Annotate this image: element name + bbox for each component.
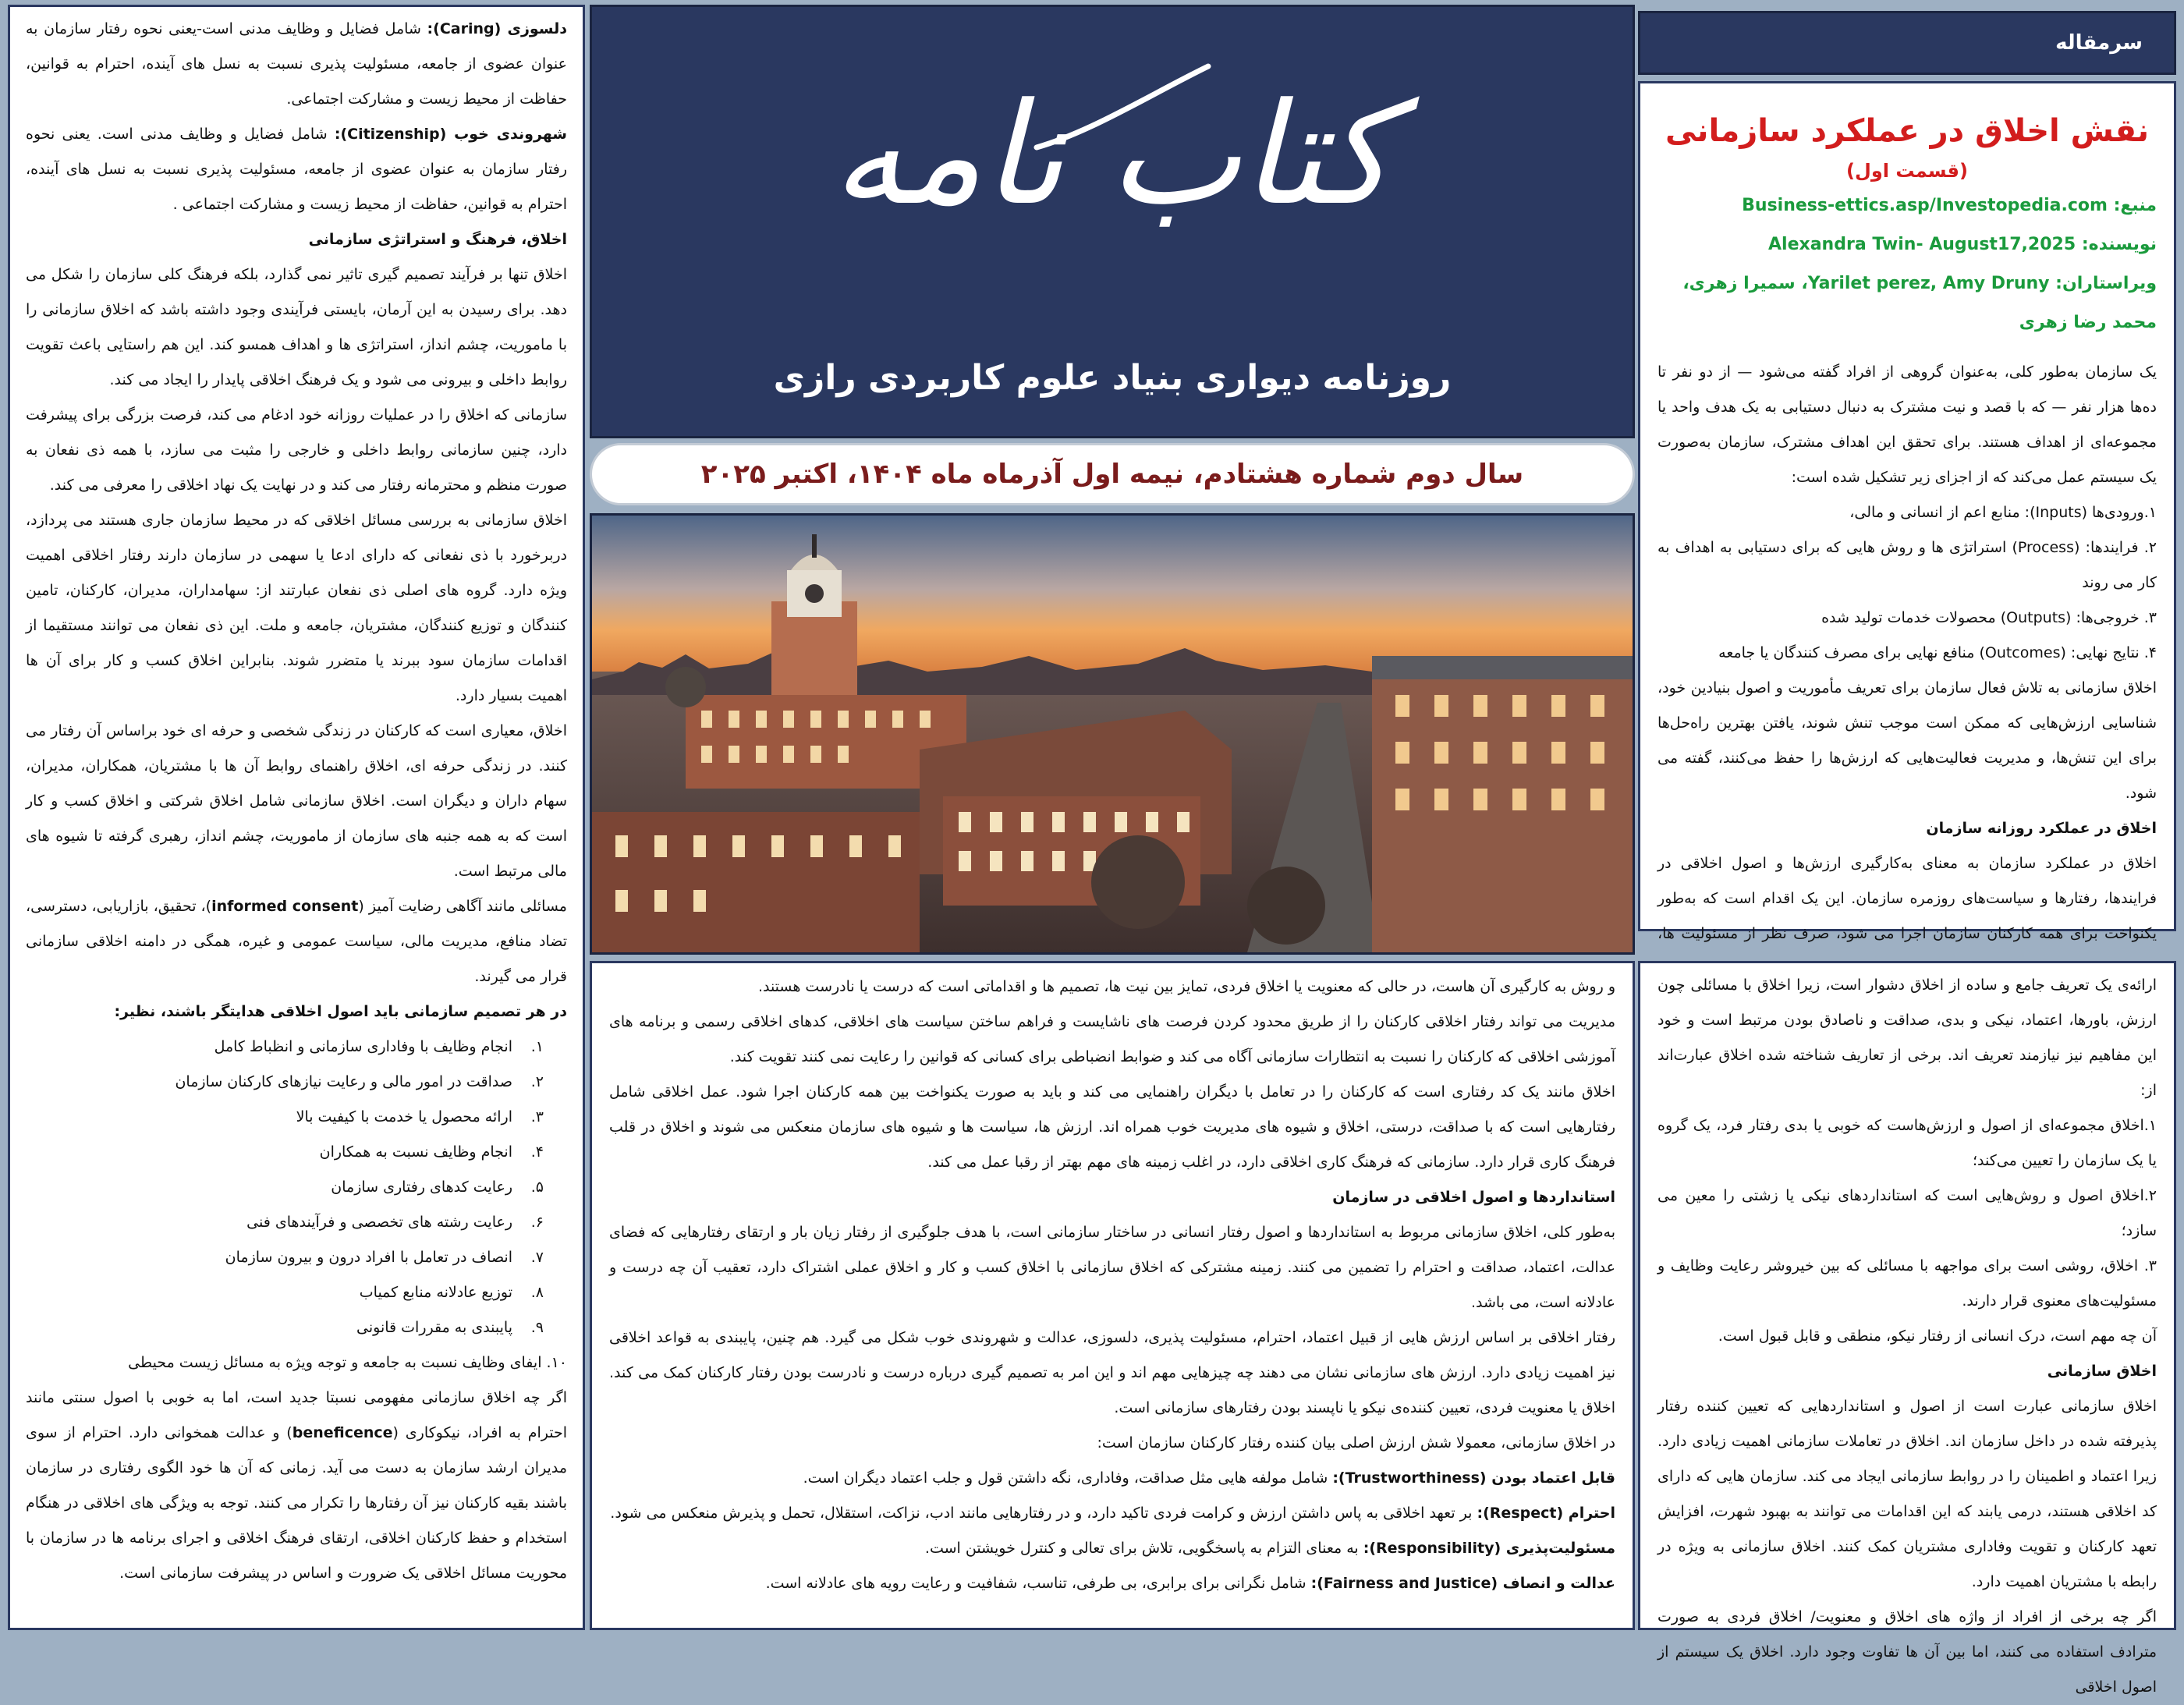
list-item: ۱.ورودی‌ها (Inputs): منابع اعم از انسانی و مالی، — [1849, 504, 2157, 521]
article-author: نویسنده: Alexandra Twin- August17,2025 — [1768, 235, 2157, 254]
paragraph: اخلاق مانند یک کد رفتاری است که کارکنان را در تعامل با دیگران راهنمایی می کند و باید به صورت یکنواخت بین همه کارکنان اجرا شود. عمل اخلاقی شامل رفتارهایی است که با صداقت، درستی، اخلاق و شیوه های مدیریت خوب همراه اند. ارزش ها، سیاست ها و شیوه های سازمان منعکس می شوند و اخلاق در قلب فرهنگ کاری قرار دارد. سازمانی که فرهنگ کاری اخلاقی دارد، در اغلب زمینه های مهم بهتر از رقبا عمل می کند. — [609, 1083, 1615, 1171]
paragraph: اخلاق در عملکرد سازمان به معنای به‌کارگیری ارزش‌ها و اصول اخلاقی در فرایندها، رفتارها و سیاست‌های روزمره سازمان. این یک اقدام است که به‌طور یکنواخت برای همه کارکنان سازمان اجرا می شود، صرف نظر از مسئولیت ها، — [1658, 855, 2157, 942]
value-item: احترام (Respect): بر تعهد اخلاقی به پاس داشتن ارزش و کرامت فردی تاکید دارد، و در رفتارهایی مانند ادب، نزاکت، استقلال، تحمل و پذیرش منعکس می شود. — [610, 1505, 1615, 1522]
paragraph: اخلاق، معیاری است که کارکنان در زندگی شخصی و حرفه ای خود براساس آن رفتار می کنند. در زندگی حرفه ای، اخلاق راهنمای روابط آن ها با مشتریان، همکاران، مدیران، سهام داران و دیگران است. اخلاق سازمانی شامل اخلاق شرکتی و اخلاق کسب و کار است که به همه جنبه های سازمان از ماموریت، چشم انداز، رهبری گرفته تا شیوه های مالی مرتبط است. — [26, 722, 567, 880]
paragraph: اخلاق سازمانی به تلاش فعال سازمان برای تعریف مأموریت و اصول بنیادین خود، شناسایی ارزش‌هایی که ممکن است موجب تنش شوند، یافتن بهترین راه‌حل‌ها برای این تنش‌ها، و مدیریت فعالیت‌هایی که ارزش‌ها را حفظ می‌کنند، گفته می شود. — [1658, 679, 2157, 802]
list-item: ۳. ارائه محصول یا خدمت با کیفیت بالا — [296, 1108, 544, 1125]
value-item: قابل اعتماد بودن (Trustworthiness): شامل مولفه هایی مثل صداقت، وفاداری، نگه داشتن قول و جلب اعتماد دیگران است. — [803, 1469, 1615, 1487]
paragraph: اگر چه برخی از افراد از واژه های اخلاق و معنویت/ اخلاق فردی به صورت مترادف استفاده می کنند، اما بین آن ها تفاوت وجود دارد. اخلاق یک سیستم از اصول اخلاقی — [1658, 1608, 2157, 1696]
issue-banner — [590, 443, 1635, 505]
paragraph: اخلاق تنها بر فرآیند تصمیم گیری تاثیر نمی گذارد، بلکه فرهنگ کلی سازمان را شکل می دهد. برای رسیدن به این آرمان، بایستی فرآیندی وجود داشته باشد که اخلاق سازمانی را با ماموریت، چشم انداز، استراتژی ها و اهداف همسو کند. این هم راستایی باعث تقویت روابط داخلی و بیرونی می شود و یک فرهنگ اخلاقی پایدار را ایجاد می کند. — [26, 266, 567, 388]
paragraph: یک سازمان به‌طور کلی، به‌عنوان گروهی از افراد گفته می‌شود — از دو نفر تا ده‌ها هزار نفر — که با قصد و نیت مشترک به دنبال دستیابی به یک هدف واحد یا مجموعه‌ای از اهداف هستند. برای تحقق این اهداف مشترک، سازمان به‌صورت یک سیستم عمل می‌کند که از اجزای زیر تشکیل شده است: — [1658, 363, 2157, 486]
campus-illustration — [592, 516, 1633, 952]
list-item: ۲. فرایندها: (Process) استراتژی ها و روش هایی که برای دستیابی به اهداف به کار می روند — [1658, 539, 2157, 591]
value-item: دلسوزی (Caring): شامل فضایل و وظایف مدنی است-یعنی نحوه رفتار سازمان به عنوان عضوی از جامعه، مسئولیت پذیری نسبت به نسل های آینده، احترام به قوانین، حفاظت از محیط زیست و مشارکت اجتماعی. — [26, 20, 568, 108]
campus-photo — [590, 513, 1635, 955]
editorial-column-top — [1638, 81, 2176, 942]
source-link[interactable]: Business-ettics.asp/Investopedia.com — [1742, 196, 2108, 215]
paragraph: به‌طور کلی، اخلاق سازمانی مربوط به استانداردها و اصول رفتار انسانی در ساختار سازمانی است، با هدف جلوگیری از رفتار زیان بار و ارتقای رفتارهایی که فضای عدالت، اعتماد، صداقت و احترام را تضمین می کنند. زمینه مشترکی که اخلاق سازمانی با اخلاق کسب و کار و اخلاق عملی اشتراک دارد، تعقیب آن چه درست و عادلانه است، می باشد. — [609, 1224, 1615, 1311]
center-article-column — [590, 961, 1635, 1630]
paragraph: آن چه مهم است، درک انسانی از رفتار نیکو، منطقی و قابل قبول است. — [1718, 1327, 2157, 1345]
article-editors: ویراستاران: Yarilet perez, Amy Druny، سمیرا زهری، محمد رضا زهری — [1682, 274, 2157, 332]
list-item: ۹. پایبندی به مقررات قانونی — [356, 1319, 544, 1336]
section-title: سرمقاله — [2055, 31, 2143, 55]
list-item: ۷. انصاف در تعامل با افراد درون و بیرون سازمان — [225, 1249, 544, 1266]
list-item: ۱.اخلاق مجموعه‌ای از اصول و ارزش‌هاست که خوبی یا بدی رفتار فرد، یک گروه یا یک سازمان را تعیین می‌کند؛ — [1658, 1117, 2157, 1169]
paragraph: مدیریت می تواند رفتار اخلاقی کارکنان را از طریق محدود کردن فرصت های ناشایست و فراهم ساختن سیاست های اخلاقی، کدهای اخلاقی رسمی و برنامه های آموزشی اخلاقی که کارکنان را نسبت به انتظارات سازمانی آگاه می کند و ضوابط انضباطی برای کسانی که قوانین را رعایت نمی کنند تقویت کند. — [609, 1013, 1615, 1065]
article-part: (قسمت اول) — [1846, 160, 1968, 182]
paragraph: اخلاق سازمانی عبارت است از اصول و استانداردهایی که تعیین کننده رفتار پذیرفته شده در داخل سازمان اند. اخلاق در تعاملات سازمانی اهمیت زیادی دارد. زیرا اعتماد و اطمینان را در روابط سازمانی ایجاد می کند. سازمان هایی که دارای کد اخلاقی هستند، درمی یابند که این اقدامات می توانند به بهبود شهرت، افزایش تعهد کارکنان و تقویت وفاداری مشتریان کمک کنند. اخلاق سازمانی به ویژه در رابطه با مشتریان اهمیت دارد. — [1658, 1398, 2157, 1590]
section-heading: اخلاق سازمانی — [2047, 1363, 2157, 1380]
section-heading: اخلاق در عملکرد روزانه سازمان — [1926, 820, 2157, 837]
paragraph: اخلاق سازمانی به بررسی مسائل اخلاقی که در محیط سازمان جاری هستند می پردازد، دربرخورد با ذی نفعانی که دارای ادعا یا سهمی در سازمان دارند رفتار اخلاقی اهمیت ویژه دارد. گروه های اصلی ذی نفعان عبارتند از: سهامداران، مدیران، کارکنان، تامین کنندگان و توزیع کنندگان، مشتریان، جامعه و ملت. این ذی نفعان می توانند مستقیما از اقدامات سازمان سود ببرند یا متضرر شوند. بنابراین اخلاق کسب و کار برای آن ها اهمیت بسیار دارد. — [26, 512, 567, 704]
section-heading: استانداردها و اصول اخلاقی در سازمان — [1332, 1189, 1615, 1206]
list-item: ۶. رعایت رشته های تخصصی و فرآیندهای فنی — [246, 1214, 544, 1231]
value-item: عدالت و انصاف (Fairness and Justice): شامل نگرانی برای برابری، بی طرفی، تناسب، شفافیت و رعایت رویه های عادلانه است. — [765, 1575, 1615, 1592]
editorial-column-bottom — [1638, 961, 2176, 1696]
newspaper-logo: کتاب نامه — [831, 73, 1393, 236]
list-item: ۱۰. ایفای وظایف نسبت به جامعه و توجه ویژه به مسائل زیست محیطی — [128, 1354, 567, 1371]
newspaper-subtitle: روزنامه دیواری بنیاد علوم کاربردی رازی — [773, 358, 1452, 398]
issue-text: سال دوم شماره هشتادم، نیمه اول آذرماه ماه ۱۴۰۴، اکتبر ۲۰۲۵ — [700, 459, 1524, 490]
section-heading: اخلاق، فرهنگ و استراتژی سازمانی — [308, 231, 567, 248]
article-title: نقش اخلاق در عملکرد سازمانی — [1665, 113, 2150, 149]
paragraph: مسائلی مانند آگاهی رضایت آمیز (informed consent)، تحقیق، بازاریابی، دسترسی، تضاد منافع، مدیریت مالی، سیاست عمومی و غیره، همگی در دامنه اخلاقی سازمانی قرار می گیرند. — [26, 898, 567, 985]
section-header — [1638, 11, 2176, 75]
list-heading: در هر تصمیم سازمانی باید اصول اخلاقی هدایتگر باشند، نظیر: — [114, 1003, 567, 1020]
paragraph: ارائه‌ی یک تعریف جامع و ساده از اخلاق دشوار است، زیرا اخلاق با مسائلی چون ارزش، باورها، اعتماد، نیکی و بدی، صداقت و ناصادق بودن مرتبط است و خود این مفاهیم نیز نیازمند تعریف اند. برخی از تعاریف شناخته شده اخلاق عبارت‌اند از: — [1658, 977, 2157, 1099]
article-source: منبع: Business-ettics.asp/Investopedia.com — [1742, 196, 2157, 215]
list-item: ۳. خروجی‌ها: (Outputs) محصولات خدمات تولید شده — [1821, 609, 2157, 626]
list-item: ۲.اخلاق اصول و روش‌هایی است که استانداردهای نیکی یا زشتی را معین می سازد؛ — [1658, 1187, 2157, 1239]
left-article-column — [8, 5, 585, 1630]
masthead — [590, 5, 1635, 438]
list-item: ۵. رعایت کدهای رفتاری سازمان — [331, 1179, 544, 1196]
value-item: مسئولیت‌پذیری (Responsibility): به معنای التزام به پاسخگویی، تلاش برای تعالی و کنترل خویشتن است. — [924, 1540, 1615, 1557]
paragraph: در اخلاق سازمانی، معمولا شش ارزش اصلی بیان کننده رفتار کارکنان سازمان است: — [1097, 1434, 1615, 1452]
paragraph: سازمانی که اخلاق را در عملیات روزانه خود ادغام می کند، فرصت بزرگی برای پیشرفت دارد، چنین سازمانی روابط داخلی و خارجی را مثبت می سازد، با همه ذی نفعان به صورت منظم و محترمانه رفتار می کند و در نهایت یک نهاد اخلاقی را معرفی می کند. — [26, 406, 567, 494]
list-item: ۸. توزیع عادلانه منابع کمیاب — [359, 1284, 544, 1301]
list-item: ۱. انجام وظایف با وفاداری سازمانی و انظباط کامل — [214, 1038, 544, 1055]
list-item: ۲. صداقت در امور مالی و رعایت نیازهای کارکنان سازمان — [175, 1073, 544, 1090]
value-item: شهروندی خوب (Citizenship): شامل فضایل و وظایف مدنی است. یعنی نحوه رفتار سازمان به عنوان عضوی از جامعه، مسئولیت پذیری نسبت به نسل های آینده، احترام به قوانین، حفاظت از محیط زیست و مشارکت اجتماعی . — [26, 126, 567, 213]
list-item: ۴. انجام وظایف نسبت به همکاران — [319, 1143, 544, 1161]
paragraph: و روش به کارگیری آن هاست، در حالی که معنویت یا اخلاق فردی، تمایز بین نیت ها، تصمیم ها و اقداماتی است که درست یا نادرست هستند. — [757, 978, 1615, 995]
list-item: ۳. اخلاق، روشی است برای مواجهه با مسائلی که بین خیروشر رعایت وظایف و مسئولیت‌های معنوی قرار دارند. — [1658, 1257, 2157, 1310]
paragraph: رفتار اخلاقی بر اساس ارزش هایی از قبیل اعتماد، احترام، مسئولیت پذیری، دلسوزی، عدالت و شهروندی خوب شکل می گیرد. هم چنین، پایبندی به قواعد اخلاقی نیز اهمیت زیادی دارد. ارزش های سازمانی نشان می دهند چه چیزهایی مهم اند و این امر به تصمیم گیری درباره درست و نادرست بودن رفتار کارکنان کمک می کند. اخلاق یا معنویت فردی، تعیین کننده‌ی نیکو یا ناپسند بودن رفتارهای سازمانی است. — [609, 1329, 1615, 1416]
paragraph: اگر چه اخلاق سازمانی مفهومی نسبتا جدید است، اما به خوبی با اصول سنتی مانند احترام به افراد، نیکوکاری (beneficence) و عدالت همخوانی دارد. احترام از سوی مدیران ارشد سازمان به دست می آید. زمانی که آن ها خود الگوی رفتاری در سازمان باشند بقیه کارکنان نیز آن رفتارها را تکرار می کنند. توجه به ویژگی های اخلاقی در هنگام استخدام و حفظ کارکنان اخلاقی، ارتقای فرهنگ اخلاقی و اجرای برنامه ها در سازمان با محوریت مسائل اخلاقی یک ضرورت و اساس در پیشرفت سازمانی است. — [26, 1389, 567, 1582]
principles-list — [26, 1030, 567, 1345]
list-item: ۴. نتایج نهایی: (Outcomes) منافع نهایی برای مصرف کنندگان یا جامعه — [1718, 644, 2157, 661]
